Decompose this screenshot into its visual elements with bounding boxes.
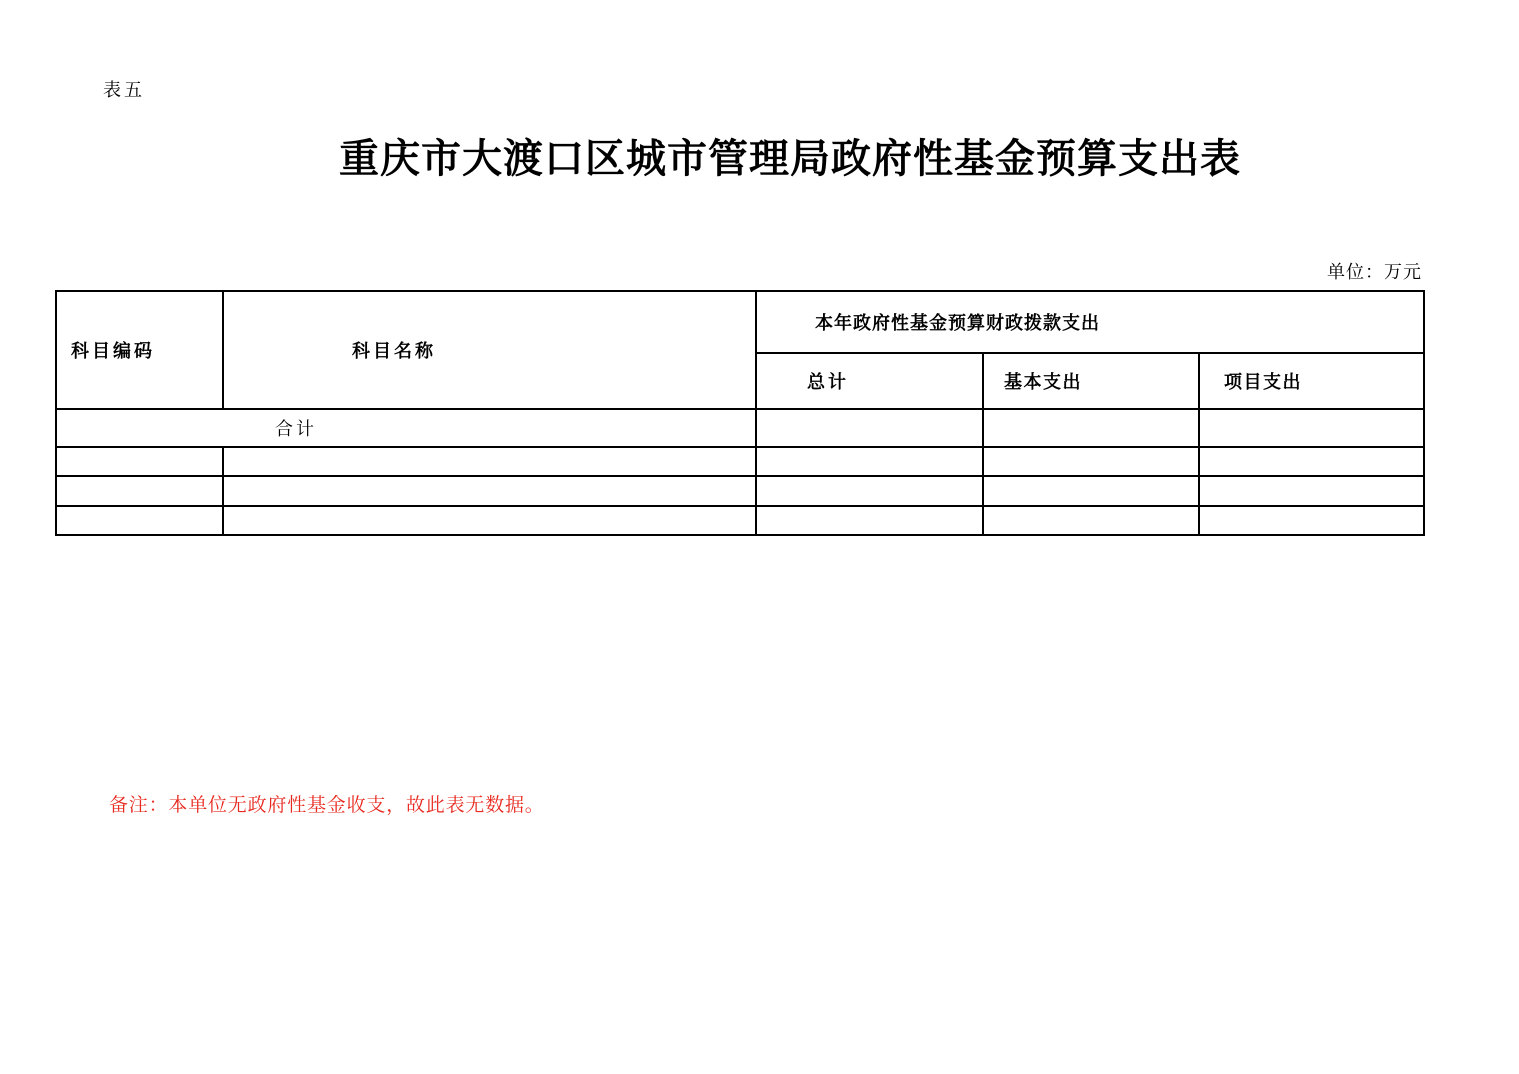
empty-cell	[1199, 447, 1424, 476]
empty-cell	[1199, 506, 1424, 535]
empty-table-row	[56, 506, 1424, 535]
header-fund-expenditure-group: 本年政府性基金预算财政拨款支出	[756, 291, 1424, 353]
basic-value-cell	[983, 409, 1199, 447]
header-project-expenditure: 项目支出	[1199, 353, 1424, 409]
empty-cell	[56, 506, 223, 535]
empty-cell	[983, 447, 1199, 476]
table-number-label: 表五	[103, 80, 145, 100]
header-basic-expenditure: 基本支出	[983, 353, 1199, 409]
header-total: 总计	[756, 353, 983, 409]
total-value-cell	[756, 409, 983, 447]
budget-table	[55, 290, 1425, 536]
empty-cell	[56, 476, 223, 506]
header-subject-name: 科目名称	[223, 291, 756, 409]
empty-cell	[756, 447, 983, 476]
empty-cell	[223, 476, 756, 506]
empty-cell	[756, 476, 983, 506]
empty-table-row	[56, 476, 1424, 506]
header-subject-code: 科目编码	[56, 291, 223, 409]
empty-cell	[1199, 476, 1424, 506]
remark-note: 备注：本单位无政府性基金收支，故此表无数据。	[109, 795, 545, 816]
total-row	[56, 409, 1424, 447]
project-value-cell	[1199, 409, 1424, 447]
empty-cell	[983, 506, 1199, 535]
header-row-group	[56, 291, 1424, 353]
page-title: 重庆市大渡口区城市管理局政府性基金预算支出表	[339, 136, 1241, 181]
empty-cell	[223, 447, 756, 476]
empty-cell	[983, 476, 1199, 506]
empty-cell	[56, 447, 223, 476]
empty-table-row	[56, 447, 1424, 476]
total-row-label: 合计	[56, 409, 756, 447]
empty-cell	[223, 506, 756, 535]
empty-cell	[756, 506, 983, 535]
unit-note: 单位：万元	[1327, 262, 1422, 282]
